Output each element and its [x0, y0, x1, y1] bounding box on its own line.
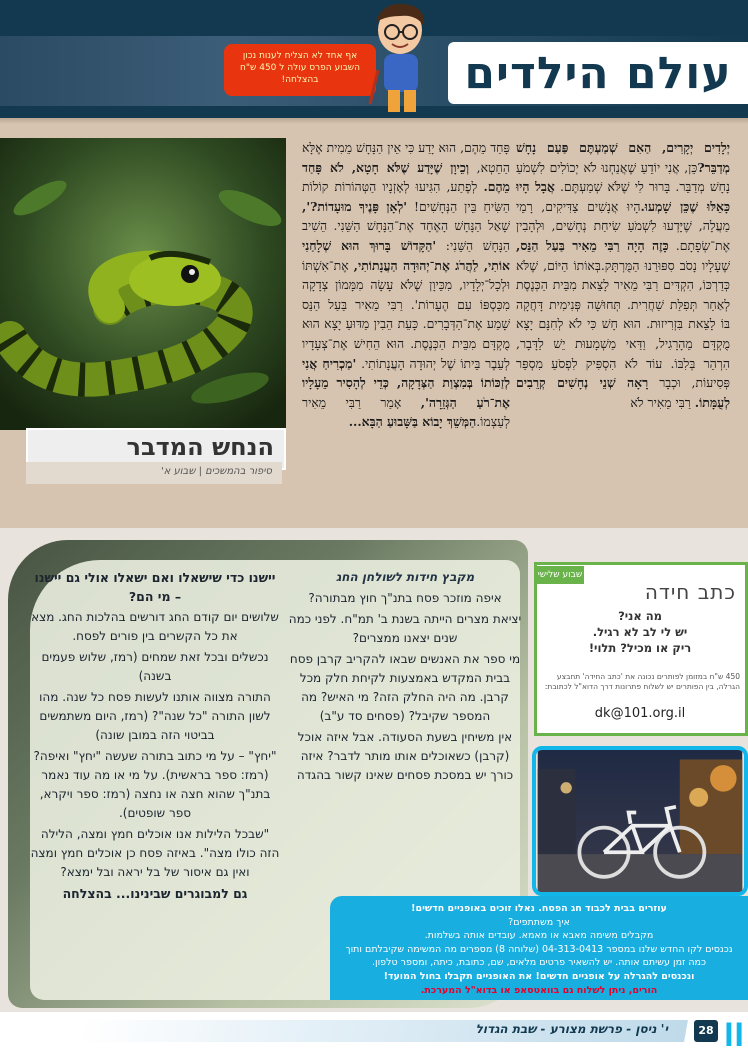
story-text-run: רַבִּי מֵאִיר בַּעַל הַנֵּס שָׁמַע אֶת־הַדְּבָרִים. כָּעֵת הֵבִין מַדּוּעַ יָצָא הוּא מֻקְדָּם מִבֵּית הַכְּנֶסֶת. הוּא הֵחִישׁ אֶת־צְעָדָיו לְעֵבֶר בֵּיתוֹ שֶׁל יְהוּדָה הָעֲנָתוֹתִי. [302, 296, 510, 371]
story-text-run: רַבִּי מֵאִיר לֹא [630, 394, 695, 410]
quiz-question: איפה מוזכר פסח בתנ"ך חוץ מבתורה? [308, 591, 502, 605]
prize-bubble: אף אחד לא הצליח לענות נכון השבוע הפרס עולה ל 450 ש"ח בהצלחה! [224, 44, 376, 96]
sleepers-riddles [30, 568, 280, 1000]
notice-parents-line: הורים, ניתן לשלוח גם בוואטסאפ או בדוא"ל המערכת. [420, 984, 658, 996]
bicycle-image [532, 746, 748, 896]
story-text-run: כָּזֶה הָיָה רַבִּי מֵאִיר בַּעַל הַנֵּס, [516, 237, 669, 253]
title-box [448, 42, 748, 104]
story-column-right [516, 138, 730, 524]
story-text-run: שָׁאַל הַנָּחָשׁ הָאֶחָד אֶת־הַנָּחָשׁ הַשֵּׁנִי. הֵשִׁיב הַנָּחָשׁ הַשֵּׁנִי: [302, 218, 510, 253]
story-text-run: לְפֶתַע, הִגִּיעוּ לְאָזְנָיו הַטְּהוֹרוֹת קוֹלוֹת הַשִּׂיחַ בֵּין הַנְּחָשִׁים! [302, 179, 510, 214]
story-text-run: 'מַכְרִיחַ אֲנִי לְזַכּוֹתוֹ בְּמִצְוַת הַצְּדָקָה, כְּדֵי לְהָסִיר מֵעָלָיו אֶת־רֹעַ הַגְּזֵרָה', [302, 355, 510, 410]
notice-line: איך משתתפים? [508, 916, 570, 928]
quiz-heading: גם למבוגרים שבינינו... בהצלחה [62, 886, 248, 901]
notice-headline: עוזרים בבית לכבוד חג הפסח. נאלו זוכים באופניים חדשים! [411, 903, 667, 914]
quiz-question: אין משיחין בשעת הסעודה. אבל איזה אוכל (קרבן) כשאוכלים אותו מותר לדבר? איזה כורך יש במסכת פסחים שאינו קשור בהגדה [296, 730, 514, 782]
page-title: עולם הילדים [464, 47, 732, 99]
story-text-run: רָאָה שְׁנֵי נְחָשִׁים קְרֵבִים לְעֻמָּתוֹ. [516, 375, 730, 410]
story-text-run: כֵּן, אֲנִי יוֹדֵעַ שֶׁאֲנַחְנוּ לֹא יְכוֹלִים לִשְׁמֹעַ נָחָשׁ מְדַבֵּר. בָּרוּר לִי שֶׁלֹּא שְׁמַעְתֶּם. [516, 159, 730, 195]
story-text-run: אָמַר רַבִּי מֵאִיר לְעַצְמוֹ. [302, 394, 510, 430]
footer-issue-text: י' ניסן - פרשת מצורע - שבת הגדול [475, 1022, 668, 1036]
quiz-question: "יחץ" – על מי כתוב בתורה שעשה "יחץ" ואיפה? (רמז: ספר בראשית). על מי או מה עוד נאמר בתנ"ך שהוא חצה או נחצה (רמז: ספר ויקרא, ספר שופטים). [33, 749, 277, 820]
kid-illustration-icon [360, 0, 440, 116]
story-text-run: 'לְאָן פָּנֶיךָ מוּעָדוֹת?', [302, 198, 408, 214]
quiz-question: נכשלים ובכל זאת שמחים (רמז, שלוש פעמים בשנה) [41, 650, 269, 683]
quiz-question: מי ספר את האנשים שבאו להקריב קרבן פסח בבית המקדש באמצעות לקיחת חלק מכל קרבן. מה היה החלק הזה? מי האיש? מה המספר שקיבל? (פסחים סד ע"ב) [289, 652, 521, 723]
quiz-question: יציאת מצרים הייתה בשנת ב' תמ"ח. לפני כמה שנים יצאנו ממצרים? [288, 612, 522, 645]
story-title: הנחש המדבר [126, 433, 274, 461]
story-text-run: שֶׁעָלָיו נָסֹב סִפּוּרֵנוּ הַמֻּרְתָּק. [600, 257, 731, 273]
story-text-run: בְּאוֹתוֹ הַיּוֹם, שֶׁלֹּא כְּדַרְכּוֹ, הִקְדִּים רַבִּי מֵאִיר לָצֵאת מִבֵּית הַכְּנֶסֶת לְאַחַר תְּפִלַּת שַׁחֲרִית. תְּחוּשָׁה פְּנִימִית דָּחֲקָה בּוֹ לָצֵאת בִּזְרִיזוּת. הוּא חָשׁ כִּי לֹא לְחִנָּם יָצָא מֻקְדָּם מֵהָרָגִיל, וַדַּאי מַשְׁמָעוּת יֵשׁ לַדָּבָר, הִרְהֵר בְּלִבּוֹ. עוֹד לֹא הִסְפִּיק לִפְסֹעַ מִסְפַּר פְּסִיעוֹת, וּכְבָר [516, 257, 730, 391]
quiz-heading: יישנו כדי שישאלו ואם ישאלו אולי גם יישנו – מי הם? [34, 570, 276, 604]
story-text-run: אֲבָל הָיוּ כָּאֵלּוּ שֶׁכֵּן שָׁמְעוּ. [516, 179, 730, 214]
story-text-run: פָּחַד מֵהֶם, הוּא יָדַע כִּי אֵין הַנָּחָשׁ מֵמִית אֶלָּא הַחֵטְא, [302, 140, 510, 175]
notice-line: נכנסים לקו החדש שלנו במספר 04-313-0413 (שלוחה 8) מספרים מה המשימה שקיבלתם ותוך כמה זמן עשיתם אותה. יש להשאיר פרטים מלאים, שם, כתובת, כיתה, ומספר טלפון. [345, 943, 733, 969]
notice-line: מקבלים משימה מאבא או מאמא. עובדים אותה בשלמות. [424, 930, 654, 942]
story-text-run: הַמְּשֵׁךְ יָבוֹא בַּשָּׁבוּעַ הַבָּא... [348, 414, 477, 430]
quiz-question: שלושים יום קודם החג דורשים בהלכות החג. מצא את כל הקשרים בין פורים לפסח. [31, 610, 279, 643]
riddle-title: כתב חידה [644, 580, 736, 604]
story-top-shade [0, 118, 748, 124]
quiz-heading: מקבץ חידות לשולחן החג [335, 570, 475, 584]
quiz-question: "שבכל הלילות אנו אוכלים חמץ ומצה, הלילה הזה כולו מצה". באיזה פסח כן אוכלים חמץ ומצה ואין גם איסור של בל יראה ובל ימצא? [30, 827, 280, 879]
snake-image [0, 138, 286, 430]
story-text-run: וְכֵיוָן שֶׁיָּדַע שֶׁלֹּא חָטָא, לֹא פָּחַד מֵהֶם. [302, 159, 510, 195]
story-subtitle: סיפור בהמשכים | שבוע א' [26, 462, 282, 484]
story-text-run: אֶת־אִשְׁתּוֹ וּלְכָל־יְלָדָיו, מִכֵּיוָן שֶׁלֹּא עָשָׂה מִמָּמוֹן צְדָקָה מִכַּסְפּוֹ עִם הֶעָרוֹת'. [302, 257, 510, 312]
story-text-run: 'הַקָּדוֹשׁ בָּרוּךְ הוּא שְׁלָחַנִי אוֹתִי, לַהֲרֹג אֶת־יְהוּדָה הַעֲנָתוֹתִי, [302, 237, 510, 273]
quiz-question: התורה מצווה אותנו לעשות פסח כל שנה. מהו לשון התורה "כל שנה"? (רמז, היום משתמשים בביטוי הזה במובן שונה) [39, 690, 271, 742]
bike-contest-notice [330, 896, 748, 1000]
riddle-week-badge: שבוע שלישי [536, 566, 584, 584]
notice-line: ונכנסים להגרלה על אופניים חדשים! את האופניים תקבלו בחול המועד! [383, 970, 695, 982]
riddle-email-link[interactable]: dk@101.org.il [594, 706, 686, 721]
riddle-line: מה אני? [618, 609, 662, 623]
riddle-question [540, 608, 740, 656]
riddle-line: יש לי לב לא רגיל. [592, 625, 688, 639]
riddle-line: ריק או מכיל? תלוי! [588, 641, 692, 655]
publication-logo-icon: ןן [723, 1012, 745, 1047]
story-text-run: יְלָדִים יְקָרִים, הַאִם שְׁמַעְתֶּם פַּעַם נָחָשׁ מְדַבֵּר? [516, 140, 730, 175]
page-number: 28 [694, 1020, 718, 1042]
story-text-run: הָיוּ אֲנָשִׁים צַדִּיקִים, רָמֵי מַעֲלָה, שֶׁיָּדְעוּ לִשְׁמֹעַ שִׂיחַת נְחָשִׁים, וּלְהָבִין אֶת־שְׂפָתָם. [516, 198, 730, 253]
story-column-left [302, 138, 510, 524]
riddle-prize-text: 450 ש"ח במזומן לפותרים נכונה את 'כתב החידה' תחבצע הגרלה, בין הפותרים יש לשלוח פתרונות דרך הדוא"ל לכתובת: [544, 672, 740, 691]
